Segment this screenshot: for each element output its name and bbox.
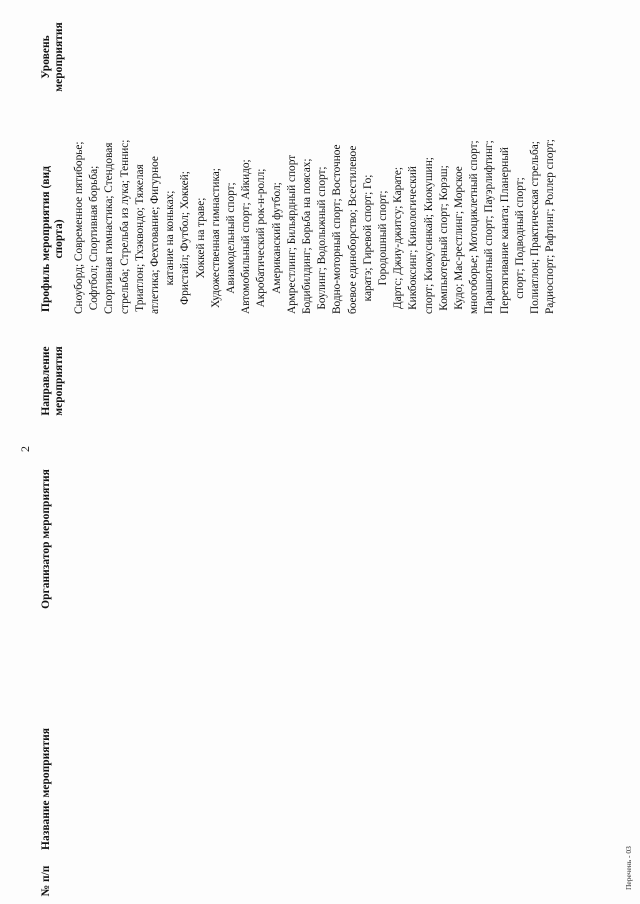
profile-line: Сноуборд; Современное пятиборье;: [73, 141, 85, 314]
profile-line: Кикбоксинг; Кинологический: [407, 166, 420, 310]
profile-line: Городошный спорт;: [377, 190, 390, 286]
profile-line: Боулинг; Водолыжный спорт;: [316, 166, 329, 310]
profile-line: боевое единоборство; Всестилевое: [346, 145, 359, 314]
profile-line: Хоккей на траве;: [194, 197, 207, 279]
profile-line: Триатлон; Тхэквондо; Тяжелая: [133, 164, 146, 312]
profile-line: Водно-моторный спорт; Восточное: [331, 144, 344, 314]
profile-line: Перетягивание каната; Планерный: [498, 147, 511, 314]
profile-line: стрельба; Стрельба из лука; Теннис;: [118, 139, 131, 314]
profile-line: Авиамодельный спорт;: [225, 182, 238, 294]
header-level: Уровень мероприятия: [40, 22, 65, 92]
profile-line: Компьютерный спорт; Корэш;: [437, 165, 450, 311]
profile-line: Спортивная гимнастика; Стендовая: [103, 142, 116, 314]
profile-line: Художественная гимнастика;: [209, 168, 222, 308]
profile-line: Армрестлинг; Бильярдный спорт: [285, 154, 298, 314]
header-direction: Направление мероприятия: [40, 346, 65, 416]
profile-line: Акробатический рок-н-ролл;: [255, 168, 268, 308]
header-organizer: Организатор мероприятия: [40, 469, 52, 609]
header-name: Название мероприятия: [40, 728, 52, 850]
footer-note: Перечень - 03: [624, 846, 633, 890]
profile-line: Софтбол; Спортивная борьба;: [88, 165, 101, 311]
profile-line: Кудо; Мас-рестлинг; Морское: [453, 166, 466, 310]
header-profile: Профиль мероприятия (вид спорта): [40, 166, 65, 312]
profile-line: Парашютный спорт; Пауэрлифтинг;: [483, 140, 496, 314]
profile-line: Бодибилдинг; Борьба на поясах;: [301, 158, 314, 314]
profile-line: Дартс; Джиу-джитсу; Карате;: [392, 166, 405, 310]
profile-line: каратэ; Гиревой спорт; Го;: [361, 174, 374, 302]
profile-line: спорт; Подводный спорт;: [513, 177, 526, 299]
profile-line: катание на коньках;: [164, 190, 177, 286]
profile-line: Полиатлон; Практическая стрельба;: [529, 141, 542, 314]
profile-line: Радиоспорт; Рафтинг; Роллер спорт;: [544, 139, 557, 314]
sport-profile-list: [72, 139, 559, 314]
profile-line: Автомобильный спорт; Айкидо;: [240, 159, 253, 314]
profile-line: спорт; Киокусинкай; Киокушин;: [422, 157, 435, 314]
page-number: 2: [18, 446, 32, 452]
profile-line: многоборье; Мотоциклетный спорт;: [468, 140, 481, 314]
profile-line: Фристайл; Футбол; Хоккей;: [179, 171, 192, 305]
profile-line: Американский футбол;: [270, 182, 283, 294]
profile-line: атлетика; Фехтование; Фигурное: [149, 156, 162, 314]
header-number: № п/п: [40, 865, 52, 897]
